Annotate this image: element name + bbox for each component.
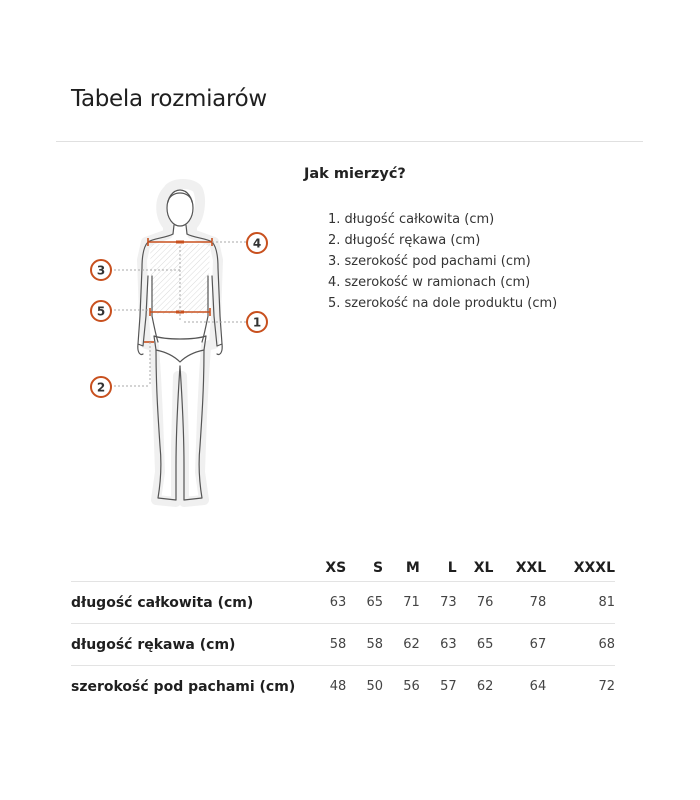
- size-header-xl: XL: [457, 554, 494, 582]
- measurement-item: 3. szerokość pod pachami (cm): [328, 254, 531, 269]
- row-label: długość rękawa (cm): [71, 624, 309, 666]
- page-title: Tabela rozmiarów: [71, 86, 267, 112]
- table-cell: 48: [329, 679, 347, 694]
- row-label: szerokość pod pachami (cm): [71, 678, 296, 695]
- size-table: [71, 554, 615, 707]
- size-header-xs: XS: [309, 554, 346, 582]
- marker-2: [91, 377, 111, 397]
- table-cell: 50: [366, 679, 384, 694]
- table-cell: 73: [420, 582, 457, 624]
- table-cell: 78: [493, 582, 546, 624]
- measurement-item: 5. szerokość na dole produktu (cm): [328, 296, 558, 311]
- title-divider: [56, 141, 643, 142]
- table-cell: 62: [383, 624, 420, 666]
- table-cell: 58: [309, 624, 346, 666]
- table-row: [71, 582, 615, 624]
- table-cell: 68: [546, 624, 615, 666]
- table-cell: 63: [309, 582, 346, 624]
- measurement-item: 2. długość rękawa (cm): [328, 233, 481, 248]
- table-cell: 67: [493, 624, 546, 666]
- marker-3: [91, 260, 111, 280]
- table-cell: 81: [546, 582, 615, 624]
- table-cell: 63: [420, 624, 457, 666]
- marker-1: [247, 312, 267, 332]
- table-cell: 62: [476, 679, 494, 694]
- table-cell: 58: [346, 624, 383, 666]
- table-cell: 56: [403, 679, 420, 694]
- measurement-item: 4. szerokość w ramionach (cm): [328, 275, 531, 290]
- row-label: długość całkowita (cm): [71, 582, 309, 624]
- header-spacer: [71, 554, 309, 582]
- size-header-xxl: XXL: [493, 554, 546, 582]
- marker-4: [247, 233, 267, 253]
- measurement-list: [328, 209, 557, 314]
- table-row: [71, 666, 615, 708]
- size-header-l: L: [420, 554, 457, 582]
- marker-1-label: 1: [252, 315, 262, 330]
- marker-3-label: 3: [96, 263, 106, 278]
- marker-2-label: 2: [96, 380, 106, 395]
- how-to-title: Jak mierzyć?: [304, 166, 406, 182]
- size-header-row: [71, 554, 615, 582]
- measurement-figure: [80, 176, 280, 516]
- body-silhouette: [142, 184, 218, 502]
- table-cell: 65: [346, 582, 383, 624]
- table-cell: 72: [598, 679, 615, 694]
- table-cell: 76: [457, 582, 494, 624]
- marker-5: [91, 301, 111, 321]
- table-cell: 65: [457, 624, 494, 666]
- measurement-item: 1. długość całkowita (cm): [328, 212, 495, 227]
- table-cell: 57: [440, 679, 457, 694]
- marker-4-label: 4: [252, 236, 262, 251]
- size-header-xxxl: XXXL: [546, 554, 615, 582]
- table-cell: 64: [529, 679, 547, 694]
- size-header-s: S: [346, 554, 383, 582]
- marker-5-label: 5: [96, 304, 106, 319]
- size-header-m: M: [383, 554, 420, 582]
- table-row: [71, 624, 615, 666]
- table-cell: 71: [383, 582, 420, 624]
